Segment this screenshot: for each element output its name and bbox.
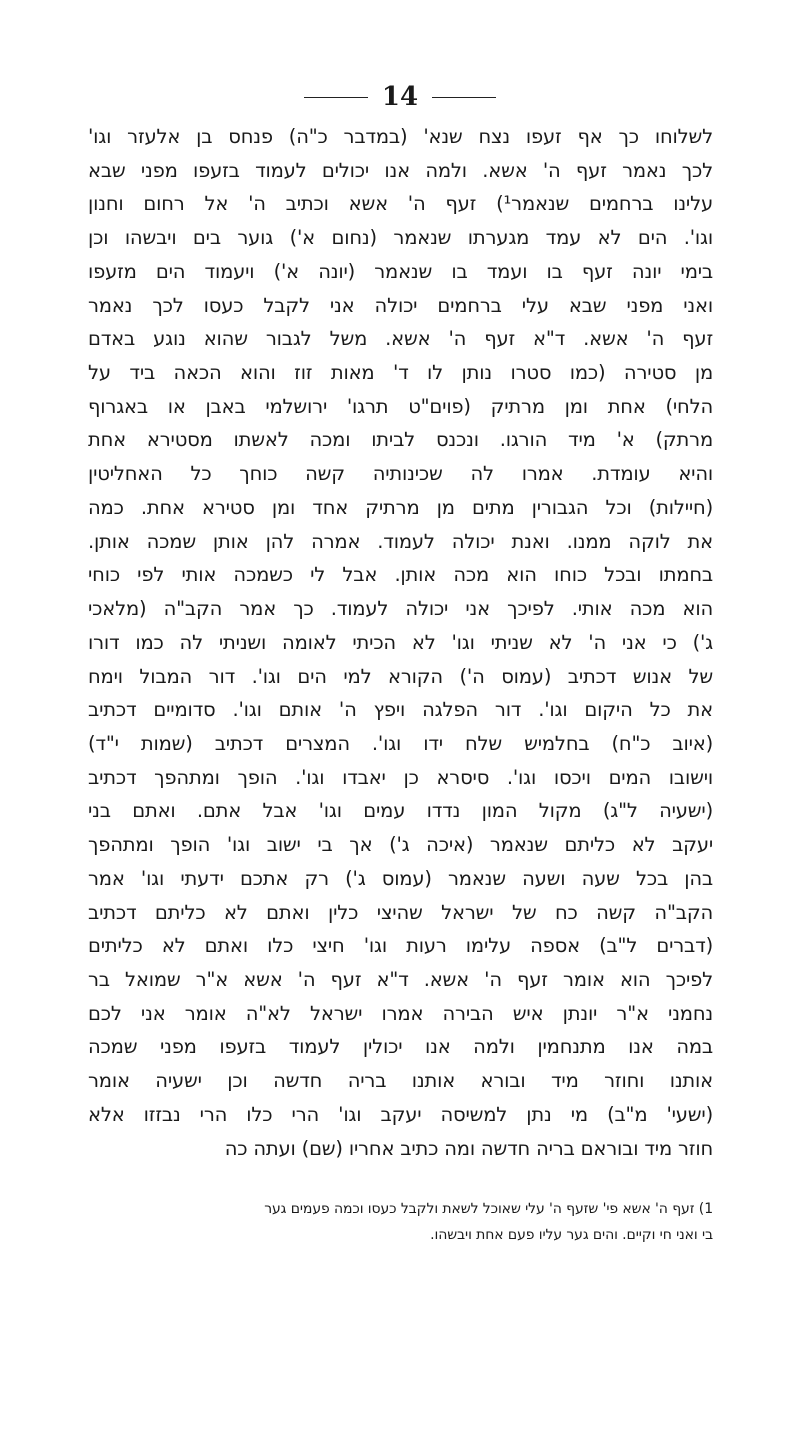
text-line: בהן בכל שעה ושעה שנאמר (עמוס ג') רק אתכם ידעתי וגו' אמר (88, 866, 713, 890)
text-line: (חיילות) וכל הגבורין מתים מן מרתיק אחד ומן סטירא אחת. כמה (88, 495, 713, 519)
text-line: אותנו וחוזר מיד ובורא אותנו בריה חדשה וכן ישעיה אומר (88, 1069, 713, 1093)
text-line: והיא עומדת. אמרו לה שכינותיה קשה כוחך כל האחליטין (88, 462, 713, 486)
text-line: (ישעי' מ"ב) מי נתן למשיסה יעקב וגו' הרי כלו הרי נבזזו אלא (88, 1102, 713, 1126)
page-header (0, 82, 800, 112)
text-line: ואני מפני שבא עלי ברחמים יכולה אני לקבל כעסו לכך נאמר (88, 293, 713, 317)
text-line: עלינו ברחמים שנאמר¹) זעף ה' אשא וכתיב ה' אל רחום וחנון (88, 192, 713, 216)
text-line: נחמני א"ר יונתן איש הבירה אמרו ישראל לא"ה אומר אני לכם (88, 1001, 713, 1025)
text-line: מן סטירה (כמו סטרו נותן לו ד' מאות זוז והוא הכאה ביד על (88, 361, 713, 385)
text-line: במה אנו מתנחמין ולמה אנו יכולין לעמוד בזעפו מפני שמכה (88, 1035, 713, 1059)
text-line: לכך נאמר זעף ה' אשא. ולמה אנו יכולים לעמוד בזעפו מפני שבא (88, 158, 713, 182)
footnote-line: בי ואני חי וקיים. והים גער עליו פעם אחת ויבשהו. (430, 1227, 713, 1243)
text-line: יעקב לא כליתם שנאמר (איכה ג') אך בי ישוב וגו' הופך ומתהפך (88, 833, 713, 857)
text-line: הלחי) אחת ומן מרתיק (פוים"ט תרגו' ירושלמי באבן או באגרוף (88, 394, 713, 418)
body-text (88, 120, 713, 1165)
text-line: ג') כי אני ה' לא שניתי וגו' לא הכיתי לאומה ושניתי לה כמו דורו (88, 630, 713, 654)
text-line: זעף ה' אשא. ד"א זעף ה' אשא. משל לגבור שהוא נוגע באדם (88, 327, 713, 351)
footnote-line: 1) זעף ה' אשא פי' שזעף ה' עלי שאוכל לשאת ולקבל כעסו וכמה פעמים גער (264, 1201, 713, 1217)
text-line: בחמתו ובכל כוחו הוא מכה אותן. אבל לי כשמכה אותי לפי כוחי (88, 563, 713, 587)
text-line: הקב"ה קשה כח של ישראל שהיצי כלין ואתם לא כליתם דכתיב (88, 900, 713, 924)
text-line: לשלוחו כך אף זעפו נצח שנא' (במדבר כ"ה) פנחס בן אלעזר וגו' (88, 125, 713, 148)
text-line: וגו'. הים לא עמד מגערתו שנאמר (נחום א') גוער בים ויבשהו וכן (88, 226, 713, 250)
text-line: (איוב כ"ח) בחלמיש שלח ידו וגו'. המצרים דכתיב (שמות י"ד) (88, 731, 713, 755)
footnotes (108, 1196, 713, 1248)
text-line: את לוקה ממנו. ואנת יכולה לעמוד. אמרה להן אותן שמכה אותן. (88, 529, 713, 553)
text-line: (ישעיה ל"ג) מקול המון נדדו עמים וגו' אבל אתם. ואתם בני (88, 799, 713, 823)
header-rule-right (432, 97, 496, 98)
text-line: מרתק) א' מיד הורגו. ונכנס לביתו ומכה לאשתו מסטירא אחת (88, 428, 713, 452)
text-line: חוזר מיד ובוראם בריה חדשה ומה כתיב אחריו (שם) ועתה כה (224, 1136, 713, 1160)
text-line: לפיכך הוא אומר זעף ה' אשא. ד"א זעף ה' אשא א"ר שמואל בר (88, 967, 713, 991)
text-line: של אנוש דכתיב (עמוס ה') הקורא למי הים וגו'. דור המבול וימח (88, 664, 713, 688)
text-line: את כל היקום וגו'. דור הפלגה ויפץ ה' אותם וגו'. סדומיים דכתיב (88, 698, 713, 722)
page-number: 14 (381, 82, 419, 112)
text-line: וישובו המים ויכסו וגו'. סיסרא כן יאבדו וגו'. הופך ומתהפך דכתיב (88, 765, 713, 789)
text-line: הוא מכה אותי. לפיכך אני יכולה לעמוד. כך אמר הקב"ה (מלאכי (88, 597, 713, 621)
text-line: (דברים ל"ב) אספה עלימו רעות וגו' חיצי כלו ואתם לא כליתים (88, 934, 713, 958)
header-rule-left (304, 97, 368, 98)
text-line: בימי יונה זעף בו ועמד בו שנאמר (יונה א') ויעמוד הים מזעפו (88, 259, 713, 283)
